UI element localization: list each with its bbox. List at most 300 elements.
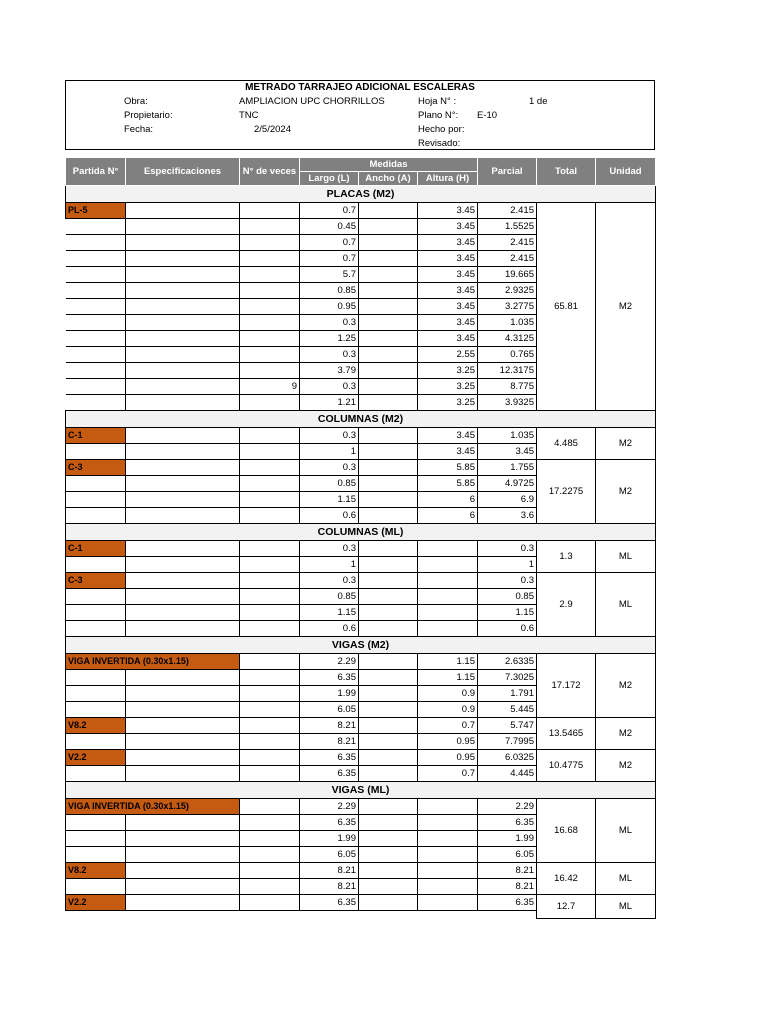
- parcial-cell: 8.21: [478, 863, 537, 879]
- largo-cell: 8.21: [300, 734, 359, 750]
- col-veces: N° de veces: [240, 158, 300, 186]
- parcial-cell: 3.45: [478, 444, 537, 460]
- altura-cell: [418, 815, 478, 831]
- partida-label: C-1: [66, 428, 126, 444]
- propietario-label: Propietario:: [124, 110, 173, 121]
- total-cell: 4.485: [537, 428, 596, 460]
- altura-cell: [418, 879, 478, 895]
- partida-label: C-3: [66, 573, 126, 589]
- veces-cell: [240, 670, 300, 686]
- plano-value: E-10: [477, 110, 498, 121]
- total-cell: 12.7: [537, 895, 596, 919]
- largo-cell: 6.05: [300, 702, 359, 718]
- empty-cell: [240, 911, 300, 919]
- altura-cell: [418, 799, 478, 815]
- ancho-cell: [359, 863, 418, 879]
- altura-cell: 5.85: [418, 476, 478, 492]
- veces-cell: [240, 219, 300, 235]
- unit-cell: M2: [596, 203, 656, 411]
- parcial-cell: 2.6335: [478, 654, 537, 670]
- ancho-cell: [359, 702, 418, 718]
- largo-cell: 0.85: [300, 589, 359, 605]
- largo-cell: 2.29: [300, 799, 359, 815]
- table-row: [66, 799, 656, 815]
- ancho-cell: [359, 395, 418, 411]
- ancho-cell: [359, 283, 418, 299]
- total-cell: 16.42: [537, 863, 596, 895]
- parcial-cell: 1.035: [478, 428, 537, 444]
- empty-cell: [300, 911, 359, 919]
- parcial-cell: 5.445: [478, 702, 537, 718]
- ancho-cell: [359, 589, 418, 605]
- section-row: [66, 524, 656, 541]
- largo-cell: 2.29: [300, 654, 359, 670]
- parcial-cell: 3.6: [478, 508, 537, 524]
- parcial-cell: 2.9325: [478, 283, 537, 299]
- sheet-title: METRADO TARRAJEO ADICIONAL ESCALERAS: [245, 82, 475, 93]
- largo-cell: 0.6: [300, 621, 359, 637]
- parcial-cell: 3.2775: [478, 299, 537, 315]
- parcial-cell: 4.3125: [478, 331, 537, 347]
- parcial-cell: 4.9725: [478, 476, 537, 492]
- veces-cell: [240, 476, 300, 492]
- partida-label: C-1: [66, 541, 126, 557]
- veces-cell: [240, 428, 300, 444]
- largo-cell: 1.99: [300, 831, 359, 847]
- veces-cell: [240, 750, 300, 766]
- veces-cell: [240, 363, 300, 379]
- spec-cell: [126, 315, 240, 331]
- veces-cell: [240, 331, 300, 347]
- largo-cell: 1.99: [300, 686, 359, 702]
- ancho-cell: [359, 251, 418, 267]
- largo-cell: 0.3: [300, 541, 359, 557]
- largo-cell: 8.21: [300, 879, 359, 895]
- total-cell: 17.172: [537, 654, 596, 718]
- unit-cell: ML: [596, 863, 656, 895]
- col-parcial: Parcial: [478, 158, 537, 186]
- spec-cell: [126, 363, 240, 379]
- col-partida: Partida N°: [66, 158, 126, 186]
- veces-cell: [240, 395, 300, 411]
- table-row: [66, 654, 656, 670]
- altura-cell: 1.15: [418, 670, 478, 686]
- veces-cell: [240, 508, 300, 524]
- altura-cell: [418, 589, 478, 605]
- partida-cell: [66, 557, 126, 573]
- partida-cell: [66, 315, 126, 331]
- largo-cell: 0.85: [300, 283, 359, 299]
- altura-cell: [418, 831, 478, 847]
- parcial-cell: 0.6: [478, 621, 537, 637]
- partida-label: VIGA INVERTIDA (0.30x1.15): [66, 654, 240, 670]
- largo-cell: 6.35: [300, 766, 359, 782]
- largo-cell: 1.15: [300, 605, 359, 621]
- ancho-cell: [359, 718, 418, 734]
- parcial-cell: 1: [478, 557, 537, 573]
- veces-cell: [240, 557, 300, 573]
- parcial-cell: 7.7995: [478, 734, 537, 750]
- ancho-cell: [359, 444, 418, 460]
- ancho-cell: [359, 315, 418, 331]
- ancho-cell: [359, 831, 418, 847]
- spec-cell: [126, 766, 240, 782]
- partida-cell: [66, 492, 126, 508]
- hecho-label: Hecho por:: [418, 124, 465, 135]
- parcial-cell: 0.765: [478, 347, 537, 363]
- spec-cell: [126, 605, 240, 621]
- table-row: [66, 718, 656, 734]
- partida-cell: [66, 734, 126, 750]
- partida-cell: [66, 508, 126, 524]
- spec-cell: [126, 347, 240, 363]
- altura-cell: [418, 621, 478, 637]
- largo-cell: 0.45: [300, 219, 359, 235]
- partida-cell: [66, 686, 126, 702]
- partida-cell: [66, 363, 126, 379]
- largo-cell: 1.25: [300, 331, 359, 347]
- parcial-cell: 2.29: [478, 799, 537, 815]
- largo-cell: 8.21: [300, 718, 359, 734]
- section-title: COLUMNAS (ML): [66, 524, 656, 541]
- unit-cell: M2: [596, 718, 656, 750]
- spec-cell: [126, 331, 240, 347]
- largo-cell: 6.05: [300, 847, 359, 863]
- largo-cell: 6.35: [300, 750, 359, 766]
- largo-cell: 1: [300, 557, 359, 573]
- parcial-cell: 1.791: [478, 686, 537, 702]
- veces-cell: [240, 541, 300, 557]
- veces-cell: [240, 895, 300, 911]
- veces-cell: [240, 654, 300, 670]
- veces-cell: [240, 315, 300, 331]
- table-row: [66, 541, 656, 557]
- spec-cell: [126, 476, 240, 492]
- partida-cell: [66, 267, 126, 283]
- section-row: [66, 186, 656, 203]
- total-cell: 17.2275: [537, 460, 596, 524]
- spec-cell: [126, 702, 240, 718]
- unit-cell: ML: [596, 541, 656, 573]
- spec-cell: [126, 670, 240, 686]
- veces-cell: [240, 589, 300, 605]
- spec-cell: [126, 492, 240, 508]
- spec-cell: [126, 621, 240, 637]
- altura-cell: 3.45: [418, 283, 478, 299]
- altura-cell: [418, 863, 478, 879]
- spec-cell: [126, 863, 240, 879]
- unit-cell: ML: [596, 799, 656, 863]
- altura-cell: 3.45: [418, 428, 478, 444]
- veces-cell: [240, 460, 300, 476]
- parcial-cell: 2.415: [478, 251, 537, 267]
- unit-cell: M2: [596, 654, 656, 718]
- spec-cell: [126, 428, 240, 444]
- sheet-header: [65, 80, 655, 150]
- section-row: [66, 411, 656, 428]
- veces-cell: [240, 734, 300, 750]
- spec-cell: [126, 203, 240, 219]
- parcial-cell: 1.15: [478, 605, 537, 621]
- partida-cell: [66, 299, 126, 315]
- spec-cell: [126, 879, 240, 895]
- ancho-cell: [359, 203, 418, 219]
- veces-cell: [240, 766, 300, 782]
- hoja-label: Hoja N° :: [418, 96, 457, 107]
- spec-cell: [126, 831, 240, 847]
- ancho-cell: [359, 670, 418, 686]
- partida-cell: [66, 395, 126, 411]
- partida-label: V2.2: [66, 895, 126, 911]
- spec-cell: [126, 573, 240, 589]
- partida-cell: [66, 235, 126, 251]
- altura-cell: 6: [418, 508, 478, 524]
- ancho-cell: [359, 508, 418, 524]
- table-body: [66, 186, 656, 919]
- ancho-cell: [359, 476, 418, 492]
- largo-cell: 0.3: [300, 347, 359, 363]
- partida-cell: [66, 621, 126, 637]
- altura-cell: 3.25: [418, 395, 478, 411]
- altura-cell: 0.9: [418, 686, 478, 702]
- ancho-cell: [359, 460, 418, 476]
- veces-cell: [240, 815, 300, 831]
- revisado-label: Revisado:: [418, 138, 461, 149]
- col-largo: Largo (L): [300, 172, 359, 186]
- ancho-cell: [359, 605, 418, 621]
- parcial-cell: 6.05: [478, 847, 537, 863]
- partida-label: VIGA INVERTIDA (0.30x1.15): [66, 799, 240, 815]
- ancho-cell: [359, 267, 418, 283]
- veces-cell: [240, 702, 300, 718]
- col-unidad: Unidad: [596, 158, 656, 186]
- total-cell: 16.68: [537, 799, 596, 863]
- section-title: VIGAS (M2): [66, 637, 656, 654]
- largo-cell: 5.7: [300, 267, 359, 283]
- partida-label: V8.2: [66, 863, 126, 879]
- veces-cell: [240, 347, 300, 363]
- empty-cell: [478, 911, 537, 919]
- largo-cell: 0.95: [300, 299, 359, 315]
- total-cell: 1.3: [537, 541, 596, 573]
- ancho-cell: [359, 815, 418, 831]
- obra-label: Obra:: [124, 96, 148, 107]
- partida-cell: [66, 379, 126, 395]
- spec-cell: [126, 750, 240, 766]
- spec-cell: [126, 283, 240, 299]
- ancho-cell: [359, 219, 418, 235]
- col-medidas: Medidas: [300, 158, 478, 172]
- largo-cell: 0.3: [300, 315, 359, 331]
- ancho-cell: [359, 331, 418, 347]
- veces-cell: [240, 863, 300, 879]
- ancho-cell: [359, 299, 418, 315]
- altura-cell: 0.7: [418, 766, 478, 782]
- total-cell: 65.81: [537, 203, 596, 411]
- veces-cell: [240, 267, 300, 283]
- partida-cell: [66, 219, 126, 235]
- section-title: PLACAS (M2): [66, 186, 656, 203]
- veces-cell: [240, 203, 300, 219]
- empty-cell: [66, 911, 126, 919]
- spec-cell: [126, 895, 240, 911]
- section-title: COLUMNAS (M2): [66, 411, 656, 428]
- veces-cell: [240, 879, 300, 895]
- partida-cell: [66, 347, 126, 363]
- spec-cell: [126, 460, 240, 476]
- empty-cell: [418, 911, 478, 919]
- spec-cell: [126, 541, 240, 557]
- partida-label: C-3: [66, 460, 126, 476]
- parcial-cell: 1.5525: [478, 219, 537, 235]
- table-row: [66, 203, 656, 219]
- partida-cell: [66, 589, 126, 605]
- spec-cell: [126, 508, 240, 524]
- partida-cell: [66, 283, 126, 299]
- spec-cell: [126, 219, 240, 235]
- partida-cell: [66, 476, 126, 492]
- veces-cell: 9: [240, 379, 300, 395]
- altura-cell: 3.45: [418, 299, 478, 315]
- parcial-cell: 7.3025: [478, 670, 537, 686]
- unit-cell: ML: [596, 895, 656, 919]
- partida-cell: [66, 831, 126, 847]
- altura-cell: [418, 541, 478, 557]
- altura-cell: [418, 557, 478, 573]
- unit-cell: ML: [596, 573, 656, 637]
- ancho-cell: [359, 347, 418, 363]
- spec-cell: [126, 235, 240, 251]
- veces-cell: [240, 605, 300, 621]
- veces-cell: [240, 718, 300, 734]
- altura-cell: [418, 573, 478, 589]
- veces-cell: [240, 492, 300, 508]
- ancho-cell: [359, 654, 418, 670]
- ancho-cell: [359, 686, 418, 702]
- spec-cell: [126, 557, 240, 573]
- fecha-label: Fecha:: [124, 124, 154, 135]
- parcial-cell: 6.0325: [478, 750, 537, 766]
- veces-cell: [240, 444, 300, 460]
- section-title: VIGAS (ML): [66, 782, 656, 799]
- ancho-cell: [359, 750, 418, 766]
- partida-cell: [66, 879, 126, 895]
- col-especificaciones: Especificaciones: [126, 158, 240, 186]
- partida-label: V2.2: [66, 750, 126, 766]
- spec-cell: [126, 718, 240, 734]
- altura-cell: 1.15: [418, 654, 478, 670]
- table-row: [66, 460, 656, 476]
- parcial-cell: 3.9325: [478, 395, 537, 411]
- spec-cell: [126, 686, 240, 702]
- ancho-cell: [359, 621, 418, 637]
- largo-cell: 6.35: [300, 815, 359, 831]
- altura-cell: 3.45: [418, 315, 478, 331]
- parcial-cell: 4.445: [478, 766, 537, 782]
- spec-cell: [126, 395, 240, 411]
- veces-cell: [240, 251, 300, 267]
- ancho-cell: [359, 766, 418, 782]
- parcial-cell: 6.35: [478, 815, 537, 831]
- ancho-cell: [359, 573, 418, 589]
- spec-cell: [126, 267, 240, 283]
- altura-cell: [418, 605, 478, 621]
- ancho-cell: [359, 799, 418, 815]
- parcial-cell: 19.665: [478, 267, 537, 283]
- col-ancho: Ancho (A): [359, 172, 418, 186]
- ancho-cell: [359, 363, 418, 379]
- ancho-cell: [359, 557, 418, 573]
- total-cell: 2.9: [537, 573, 596, 637]
- total-cell: 10.4775: [537, 750, 596, 782]
- fecha-value: 2/5/2024: [254, 124, 291, 135]
- obra-value: AMPLIACION UPC CHORRILLOS: [239, 96, 385, 107]
- parcial-cell: 1.99: [478, 831, 537, 847]
- parcial-cell: 12.3175: [478, 363, 537, 379]
- parcial-cell: 5.747: [478, 718, 537, 734]
- ancho-cell: [359, 879, 418, 895]
- col-altura: Altura (H): [418, 172, 478, 186]
- largo-cell: 8.21: [300, 863, 359, 879]
- empty-cell: [126, 911, 240, 919]
- spec-cell: [126, 444, 240, 460]
- altura-cell: [418, 847, 478, 863]
- veces-cell: [240, 686, 300, 702]
- veces-cell: [240, 847, 300, 863]
- largo-cell: 6.35: [300, 895, 359, 911]
- altura-cell: 5.85: [418, 460, 478, 476]
- spec-cell: [126, 379, 240, 395]
- spec-cell: [126, 815, 240, 831]
- altura-cell: 3.45: [418, 219, 478, 235]
- altura-cell: 3.45: [418, 331, 478, 347]
- partida-cell: [66, 670, 126, 686]
- veces-cell: [240, 235, 300, 251]
- total-cell: 13.5465: [537, 718, 596, 750]
- parcial-cell: 1.035: [478, 315, 537, 331]
- ancho-cell: [359, 492, 418, 508]
- partida-cell: [66, 251, 126, 267]
- spec-cell: [126, 734, 240, 750]
- table-row: [66, 428, 656, 444]
- parcial-cell: 8.775: [478, 379, 537, 395]
- spec-cell: [126, 589, 240, 605]
- largo-cell: 0.7: [300, 203, 359, 219]
- altura-cell: 3.45: [418, 444, 478, 460]
- altura-cell: [418, 895, 478, 911]
- altura-cell: 3.25: [418, 379, 478, 395]
- ancho-cell: [359, 847, 418, 863]
- parcial-cell: 0.3: [478, 573, 537, 589]
- largo-cell: 3.79: [300, 363, 359, 379]
- largo-cell: 6.35: [300, 670, 359, 686]
- altura-cell: 3.45: [418, 251, 478, 267]
- largo-cell: 0.3: [300, 573, 359, 589]
- partida-cell: [66, 815, 126, 831]
- partida-cell: [66, 444, 126, 460]
- unit-cell: M2: [596, 750, 656, 782]
- empty-cell: [359, 911, 418, 919]
- altura-cell: 3.25: [418, 363, 478, 379]
- partida-label: PL-5: [66, 203, 126, 219]
- unit-cell: M2: [596, 428, 656, 460]
- plano-label: Plano N°:: [418, 110, 459, 121]
- largo-cell: 0.3: [300, 428, 359, 444]
- largo-cell: 0.6: [300, 508, 359, 524]
- spec-cell: [126, 299, 240, 315]
- ancho-cell: [359, 734, 418, 750]
- altura-cell: 0.95: [418, 734, 478, 750]
